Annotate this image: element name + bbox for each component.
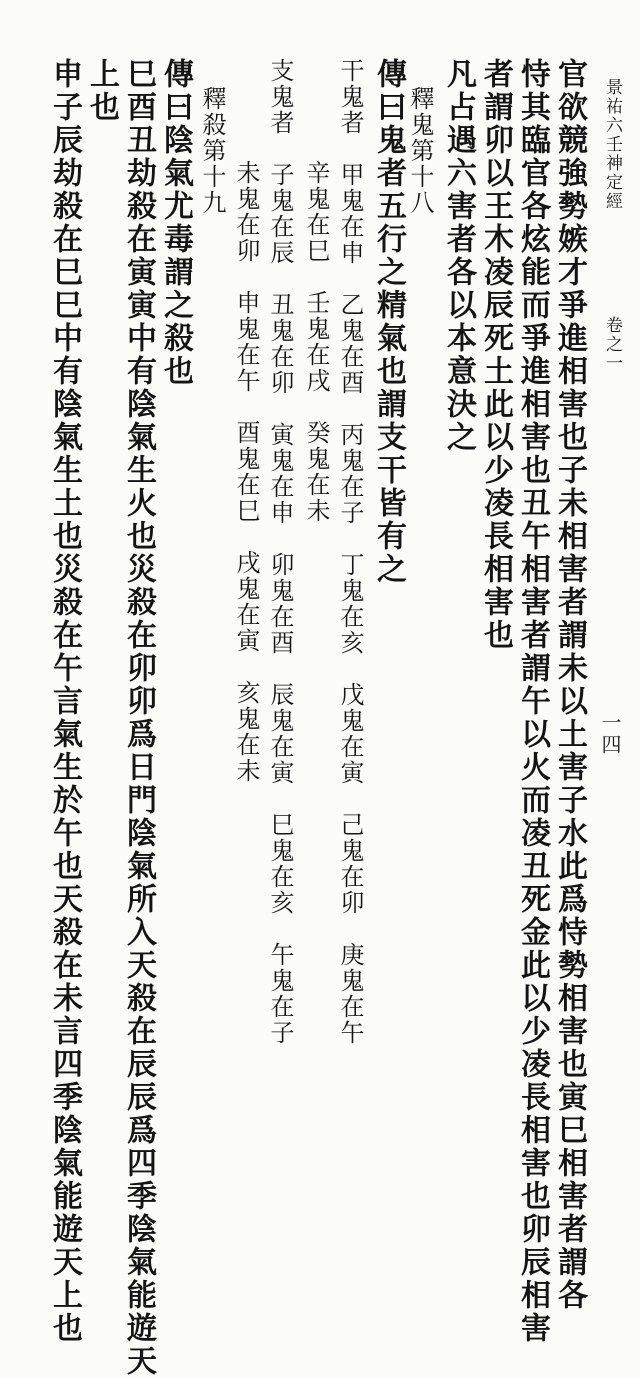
stem-ghosts-row-1: 干鬼者 甲鬼在申 乙鬼在酉 丙鬼在子 丁鬼在亥 戊鬼在寅 己鬼在卯 庚鬼在午 xyxy=(336,58,364,1046)
branch-ghosts-row-1: 支鬼者 子鬼在辰 丑鬼在卯 寅鬼在申 卯鬼在酉 辰鬼在寅 巳鬼在亥 午鬼在子 xyxy=(266,58,294,1046)
text-column-15: 申子辰劫殺在巳巳中有陰氣生土也災殺在午言氣生於午也天殺在未言四季陰氣能遊天上也 xyxy=(47,58,82,1345)
section-heading-killings: 釋殺第十九 xyxy=(198,86,226,216)
text-column-4: 凡占遇六害者各以本意決之 xyxy=(441,58,476,454)
stem-ghosts-row-2: 辛鬼在巳 壬鬼在戌 癸鬼在未 xyxy=(302,160,330,524)
page-number: 一四 xyxy=(598,712,622,756)
branch-ghosts-row-2: 未鬼在卯 申鬼在午 酉鬼在巳 戌鬼在寅 亥鬼在未 xyxy=(232,160,260,784)
section-heading-ghosts: 釋鬼第十八 xyxy=(406,86,434,216)
text-column-2: 恃其臨官各炫能而爭進相害也丑午相害者謂午以火而凌丑死金此以少凌長相害也卯辰相害 xyxy=(515,58,550,1345)
text-column-3: 者謂卯以王木凌辰死土此以少凌長相害也 xyxy=(478,58,513,652)
text-column-14: 上也 xyxy=(84,58,119,124)
text-column-1: 官欲競強勢嫉才爭進相害也子未相害者謂未以土害子水此爲恃勢相害也寅巳相害者謂各 xyxy=(552,58,587,1312)
volume-label: 卷之一 xyxy=(602,316,622,373)
running-title: 景祐六壬神定經 xyxy=(602,78,622,211)
text-column-13: 巳酉丑劫殺在寅寅中有陰氣生火也災殺在卯卯爲日門陰氣所入天殺在辰辰爲四季陰氣能遊天 xyxy=(121,58,156,1378)
text-column-12: 傳曰陰氣尤毒謂之殺也 xyxy=(158,58,193,388)
text-column-6: 傳曰鬼者五行之精氣也謂支干皆有之 xyxy=(371,58,406,586)
